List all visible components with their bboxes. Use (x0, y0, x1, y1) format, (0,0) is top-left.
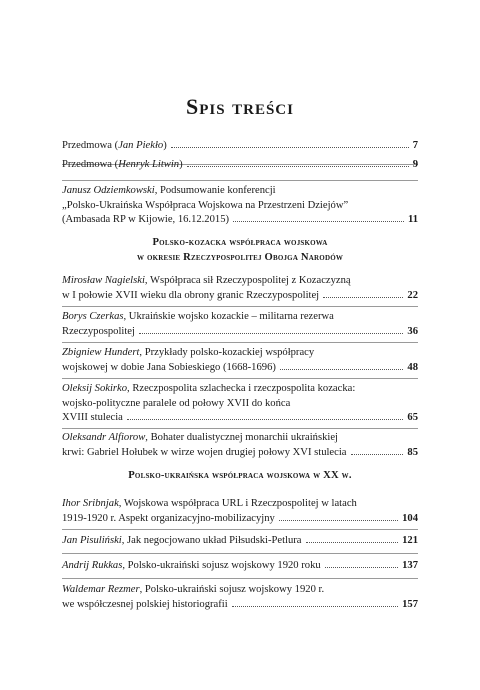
entry-text: Przedmowa (Henryk Litwin) (62, 159, 183, 170)
author-name: Henryk Litwin (118, 159, 180, 170)
dot-leader (127, 419, 404, 420)
entry-text: Oleksandr Alfiorow, Bohater dualistycznej monarchii ukraińskiej (62, 432, 338, 443)
dot-leader (171, 147, 409, 148)
entry-text-line: Rzeczypospolitej (62, 325, 135, 337)
entry-text-line: w I połowie XVII wieku dla obrony granic Rzeczypospolitej (62, 289, 320, 301)
toc-entry (62, 310, 418, 339)
page-number: 157 (402, 598, 418, 610)
dot-leader (323, 297, 403, 298)
section-heading-line: Polsko-kozacka współpraca wojskowa (152, 237, 328, 248)
dot-leader (139, 333, 403, 334)
page-number: 137 (402, 560, 418, 571)
toc-entry (62, 346, 418, 375)
entry-text-line: wojsko-polityczne paralele od połowy XVII do końca (62, 397, 291, 409)
author-name: Janusz Odziemkowski (62, 185, 155, 196)
section-heading (62, 235, 418, 265)
author-name: Mirosław Nagielski (62, 275, 145, 286)
dot-leader (233, 221, 404, 222)
page-number: 11 (407, 214, 418, 225)
dot-leader (232, 606, 398, 607)
section-heading-line: w okresie Rzeczypospolitej Obojga Narodów (136, 252, 344, 263)
divider (62, 342, 418, 343)
page-number: 48 (407, 361, 418, 373)
page-number: 85 (407, 446, 418, 458)
page-number: 22 (407, 289, 418, 301)
toc-entry (62, 184, 418, 228)
entry-text-line: XVIII stulecia (62, 412, 123, 423)
entry-text-line: krwi: Gabriel Hołubek w wirze wojen drugiej połowy XVI stulecia (62, 446, 347, 458)
dot-leader (280, 369, 404, 370)
toc-entry (62, 559, 418, 574)
page-number: 121 (402, 535, 418, 546)
entry-text: Oleksij Sokirko, Rzeczpospolita szlachecka i rzeczpospolita kozacka: (62, 383, 356, 394)
author-name: Borys Czerkas (62, 311, 124, 322)
dot-leader (187, 166, 409, 167)
entry-text: Janusz Odziemkowski, Podsumowanie konferencji (62, 185, 276, 196)
entry-text: Waldemar Rezmer, Polsko-ukraiński sojusz wojskowy 1920 r. (62, 584, 325, 595)
dot-leader (306, 542, 399, 543)
divider (62, 378, 418, 379)
dot-leader (279, 520, 398, 521)
author-name: Zbigniew Hundert (62, 347, 140, 358)
author-name: Oleksandr Alfiorow (62, 432, 146, 443)
author-name: Oleksij Sokirko (62, 383, 128, 394)
entry-text: Zbigniew Hundert, Przykłady polsko-kozackiej współpracy (62, 347, 315, 358)
entry-text-line: „Polsko-Ukraińska Współpraca Wojskowa na Przestrzeni Dziejów” (62, 199, 349, 211)
toc-entry (62, 155, 418, 173)
entry-text-line: (Ambasada RP w Kijowie, 16.12.2015) (62, 214, 230, 225)
page-number: 7 (412, 140, 418, 151)
entry-text: Andrij Rukkas, Polsko-ukraiński sojusz wojskowy 1920 roku (62, 560, 321, 571)
entry-text: Borys Czerkas, Ukraińskie wojsko kozackie – militarna rezerwa (62, 311, 334, 322)
page-number: 104 (402, 512, 418, 524)
entry-text-line: wojskowej w dobie Jana Sobieskiego (1668-1696) (62, 361, 276, 373)
divider (62, 180, 418, 181)
page-number: 65 (407, 412, 418, 423)
section-heading-line: Polsko-ukraińska współpraca wojskowa w XX w. (128, 470, 352, 481)
author-name: Waldemar Rezmer (62, 584, 140, 595)
page-title: Spis treści (186, 94, 294, 119)
entry-text: Ihor Sribnjak, Wojskowa współpraca URL i Rzeczpospolitej w latach (62, 498, 357, 509)
table-of-contents-page (62, 0, 418, 690)
divider (62, 578, 418, 579)
toc-entry (62, 497, 418, 526)
author-name: Jan Piekło (118, 140, 164, 151)
divider (62, 553, 418, 554)
toc-entry (62, 274, 418, 303)
toc-entry (62, 139, 418, 154)
divider (62, 306, 418, 307)
page-number: 36 (407, 325, 418, 337)
toc-entry (62, 583, 418, 612)
dot-leader (351, 454, 404, 455)
divider (62, 428, 418, 429)
entry-text: Przedmowa (Jan Piekło) (62, 140, 167, 151)
divider (62, 529, 418, 530)
page-number: 9 (412, 159, 418, 170)
author-name: Jan Pisuliński (62, 535, 122, 546)
toc-entry (62, 534, 418, 549)
entry-text-line: we współczesnej polskiej historiografii (62, 598, 228, 610)
dot-leader (325, 567, 398, 568)
entry-text: Mirosław Nagielski, Współpraca sił Rzeczypospolitej z Kozaczyzną (62, 275, 351, 286)
toc-entry (62, 382, 418, 426)
section-heading (62, 468, 418, 483)
entry-text-line: 1919-1920 r. Aspekt organizacyjno-mobilizacyjny (62, 512, 275, 524)
toc-entry (62, 431, 418, 460)
author-name: Andrij Rukkas (62, 560, 123, 571)
author-name: Ihor Sribnjak (62, 498, 119, 509)
entry-text: Jan Pisuliński, Jak negocjowano układ Piłsudski-Petlura (62, 535, 302, 546)
